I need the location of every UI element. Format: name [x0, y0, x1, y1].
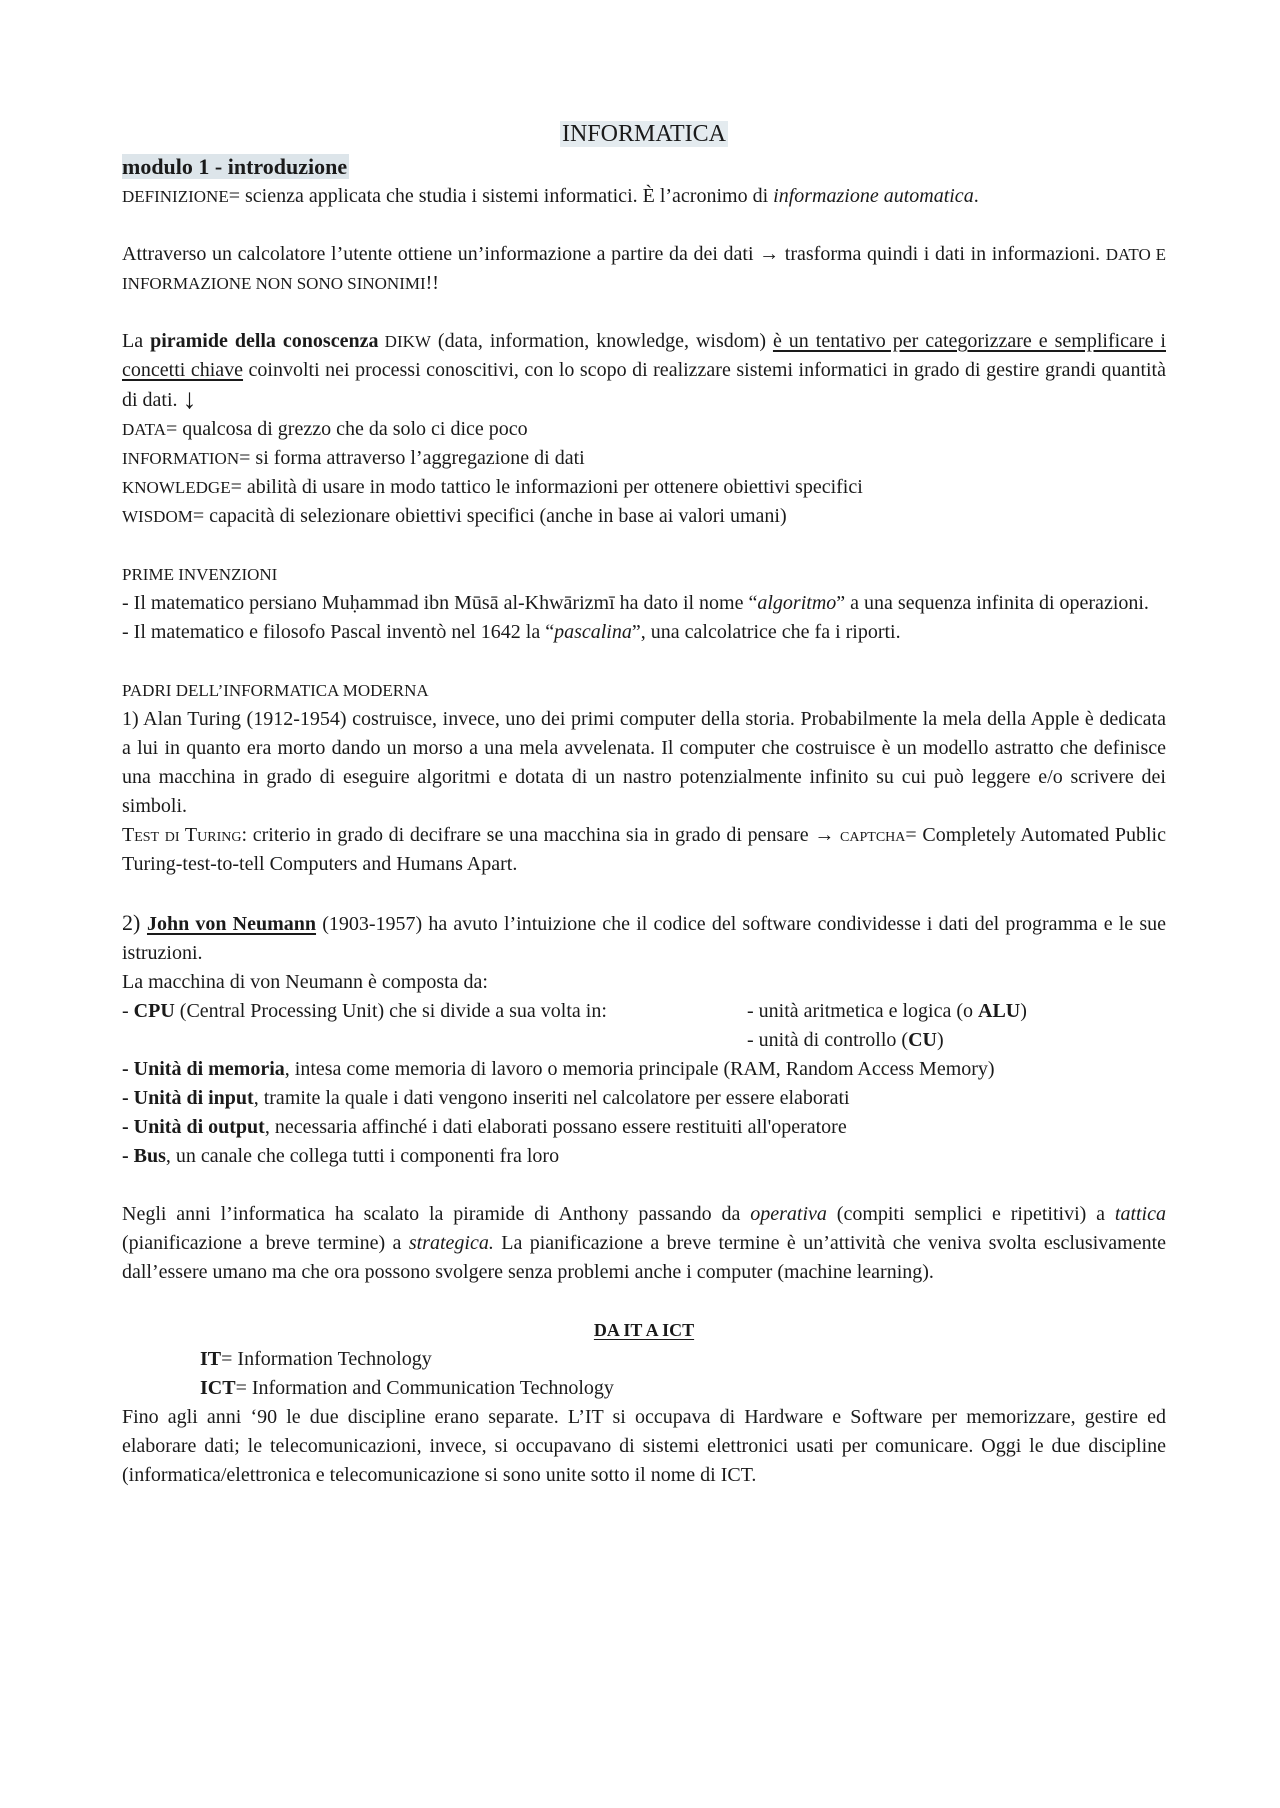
prime-item-pascalina: - Il matematico e filosofo Pascal inventò nel 1642 la “pascalina”, una calcolatrice che fa i riporti. — [122, 621, 901, 643]
cpu-sub-cu: - unità di controllo (CU) — [747, 1029, 944, 1051]
module-heading: modulo 1 - introduzione — [122, 154, 348, 179]
turing-paragraph: 1) Alan Turing (1912-1954) costruisce, invece, uno dei primi computer della storia. Probabilmente la mela della Apple è dedicata a lui in quanto era morto dando un morso a una mela avvelenata. Il computer che costruisce è un modello astratto che definisce una macchina in grado di eseguire algoritmi e dotata di un nastro potenzialmente infinito su cui può leggere e/o scrivere dei simboli. — [122, 708, 1166, 817]
cpu-sub-alu: - unità aritmetica e logica (o ALU) — [747, 1000, 1027, 1022]
document-page — [122, 118, 1166, 1490]
anthony-paragraph: Negli anni l’informatica ha scalato la piramide di Anthony passando da operativa (compiti semplici e ripetitivi) a tattica (pianificazione a breve termine) a strategica. La pianificazione a breve termine è un’attività che veniva svolta esclusivamente dall’essere umano ma che ora possono svolgere senza problemi anche i computer (machine learning). — [122, 1203, 1166, 1283]
list-item-bus: - Bus, un canale che collega tutti i componenti fra loro — [122, 1145, 560, 1167]
prime-item-algoritmo: - Il matematico persiano Muḥammad ibn Mūsā al-Khwārizmī ha dato il nome “algoritmo” a una sequenza infinita di operazioni. — [122, 592, 1149, 614]
dikw-item-wisdom: WISDOM= capacità di selezionare obiettivi specifici (anche in base ai valori umani) — [122, 505, 787, 527]
piramide-paragraph: La piramide della conoscenza DIKW (data, information, knowledge, wisdom) è un tentativo per categorizzare e semplificare i concetti chiave coinvolti nei processi conoscitivi, con lo scopo di realizzare sistemi informatici in grado di gestire grandi quantità di dati. ↓ — [122, 330, 1166, 415]
neumann-paragraph: 2) John von Neumann (1903-1957) ha avuto l’intuizione che il codice del software condividesse i dati del programma e le sue istruzioni. — [122, 910, 1166, 964]
ict-definition: ICT= Information and Communication Technology — [200, 1377, 614, 1399]
ict-heading: DA IT A ICT — [593, 1320, 695, 1340]
dikw-item-data: DATA= qualcosa di grezzo che da solo ci dice poco — [122, 418, 528, 440]
definizione-paragraph: DEFINIZIONE= scienza applicata che studia i sistemi informatici. È l’acronimo di informazione automatica. — [122, 185, 979, 207]
test-turing-paragraph: Test di Turing: criterio in grado di decifrare se una macchina sia in grado di pensare → captcha= Completely Automated Public Turing-test-to-tell Computers and Humans Apart. — [122, 824, 1166, 875]
padri-heading: PADRI DELL’INFORMATICA MODERNA — [122, 681, 429, 700]
list-item-input: - Unità di input, tramite la quale i dati vengono inseriti nel calcolatore per essere elaborati — [122, 1087, 850, 1109]
list-item-memoria: - Unità di memoria, intesa come memoria di lavoro o memoria principale (RAM, Random Access Memory) — [122, 1058, 995, 1080]
cpu-item: - CPU (Central Processing Unit) che si divide a sua volta in: - unità aritmetica e logica (o ALU) - unità di controllo (CU) — [122, 997, 1166, 1055]
it-definition: IT= Information Technology — [200, 1348, 432, 1370]
dikw-item-information: INFORMATION= si forma attraverso l’aggregazione di dati — [122, 447, 585, 469]
calcolatore-paragraph: Attraverso un calcolatore l’utente ottiene un’informazione a partire da dei dati → trasforma quindi i dati in informazioni. DATO E INFORMAZIONE NON SONO SINONIMI!! — [122, 243, 1166, 294]
page-title: INFORMATICA — [561, 121, 726, 147]
dikw-list — [122, 415, 1166, 531]
arrow-down-icon: ↓ — [182, 384, 197, 415]
ict-paragraph: Fino agli anni ‘90 le due discipline erano separate. L’IT si occupava di Hardware e Software per memorizzare, gestire ed elaborare dati; le telecomunicazioni, invece, si occupavano di sistemi elettronici usati per comunicare. Oggi le due discipline (informatica/elettronica e telecomunicazione si sono unite sotto il nome di ICT. — [122, 1406, 1166, 1486]
neumann-intro: La macchina di von Neumann è composta da: — [122, 971, 488, 993]
dikw-item-knowledge: KNOWLEDGE= abilità di usare in modo tattico le informazioni per ottenere obiettivi specifici — [122, 476, 863, 498]
prime-invenzioni-heading: PRIME INVENZIONI — [122, 565, 278, 584]
list-item-output: - Unità di output, necessaria affinché i dati elaborati possano essere restituiti all'operatore — [122, 1116, 847, 1138]
